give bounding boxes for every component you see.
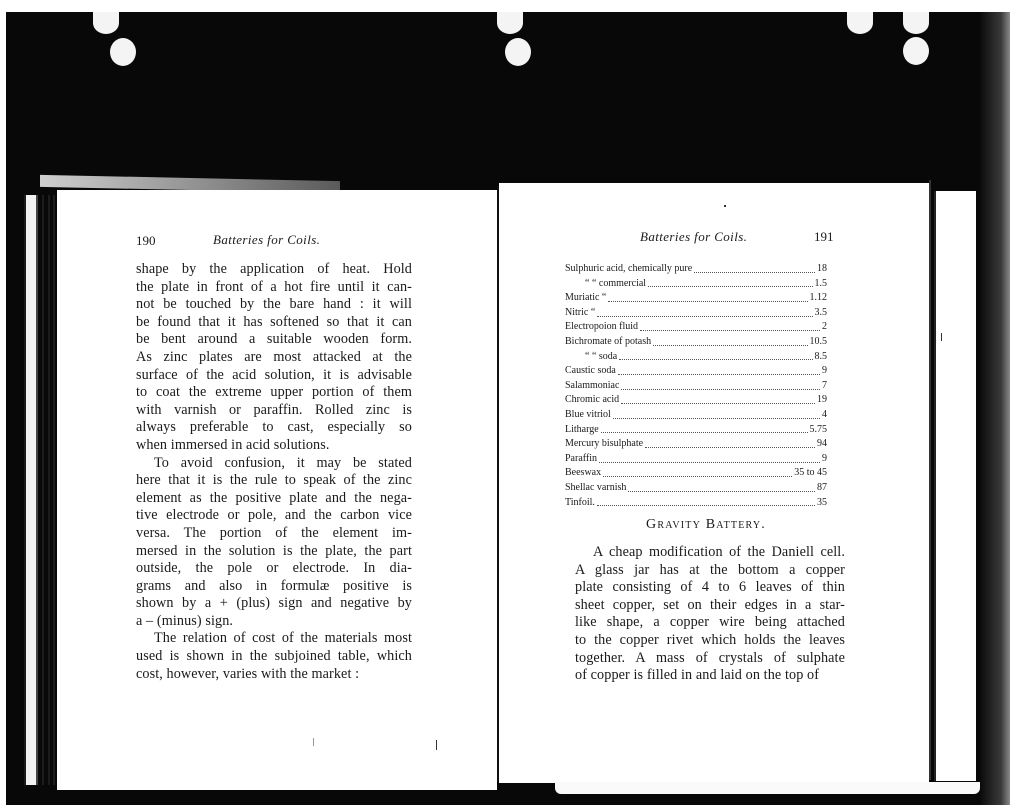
dot-leader — [621, 389, 820, 390]
dot-leader — [603, 476, 792, 477]
text-line: mersed in the solution is the plate, the part — [136, 542, 412, 559]
table-row — [565, 408, 827, 423]
text-line: be found that it has softened so that it can — [136, 313, 412, 330]
material-cost: 87 — [817, 481, 827, 493]
material-cost: 1.12 — [809, 292, 827, 304]
dot-leader — [618, 374, 820, 375]
text-line: surface of the acid solution, it is advisable — [136, 366, 412, 383]
scan-speck — [313, 738, 314, 746]
material-name: Electropoion fluid — [565, 321, 639, 333]
material-cost: 5.75 — [809, 423, 827, 435]
paragraph — [136, 630, 412, 683]
right-page-body — [575, 544, 845, 685]
binder-hole-right — [903, 37, 929, 65]
material-name: Salammoniac — [565, 379, 620, 391]
material-cost: 10.5 — [809, 335, 827, 347]
table-row — [565, 496, 827, 511]
material-cost: 7 — [822, 379, 827, 391]
scan-speck — [724, 205, 726, 207]
book-gutter — [497, 186, 499, 782]
table-row — [565, 262, 827, 277]
material-cost: 9 — [822, 452, 827, 464]
table-row — [565, 335, 827, 350]
dot-leader — [640, 330, 820, 331]
text-line: to the copper rivet which holds the leaves — [575, 631, 845, 648]
material-name: Tinfoil. — [565, 496, 595, 508]
text-line: tive electrode or pole, and the carbon vice — [136, 507, 412, 524]
material-name: Beeswax — [565, 467, 602, 479]
text-line: be bent around a suitable wooden form. — [136, 331, 412, 348]
material-name: Nitric “ — [565, 306, 596, 318]
right-page-edge — [929, 180, 931, 780]
material-name: Sulphuric acid, chemically pure — [565, 263, 693, 274]
material-name: Muriatic “ — [565, 292, 607, 304]
paragraph — [575, 544, 845, 685]
dot-leader — [601, 432, 808, 433]
text-line: sheet copper, set on their edges in a star- — [575, 596, 845, 613]
table-row — [565, 452, 827, 467]
page-edge — [48, 195, 50, 785]
text-line: a – (minus) sign. — [136, 612, 234, 629]
material-name: “ “ soda — [585, 350, 618, 362]
material-cost: 8.5 — [814, 350, 827, 362]
text-line: A glass jar has at the bottom a copper — [575, 561, 845, 578]
text-line: used is shown in the subjoined table, which — [136, 648, 412, 665]
text-line: the plate in front of a hot fire until it can- — [136, 278, 412, 295]
text-line: here that it is the rule to speak of the zinc — [136, 472, 412, 489]
page-edge — [53, 195, 55, 785]
material-name: Bichromate of potash — [565, 335, 652, 347]
material-name: Shellac varnish — [565, 481, 627, 493]
text-line: plate consisting of 4 to 6 leaves of thin — [575, 579, 845, 596]
material-cost: 1.5 — [814, 277, 827, 289]
text-line: always preferable to cast, especially so — [136, 419, 412, 436]
text-line: The relation of cost of the materials most — [154, 630, 412, 647]
text-line: not be touched by the bare hand : it will — [136, 296, 412, 313]
binder-hole-center — [505, 38, 531, 66]
material-cost-table — [565, 262, 827, 510]
table-row — [565, 364, 827, 379]
section-heading: Gravity Battery. — [646, 517, 766, 532]
table-row — [565, 481, 827, 496]
text-line: shape by the application of heat. Hold — [136, 261, 412, 277]
binder-hole-top-right-2 — [903, 12, 929, 34]
table-row — [565, 466, 827, 481]
text-line: when immersed in acid solutions. — [136, 436, 330, 453]
page-edge — [36, 195, 38, 785]
dot-leader — [613, 418, 820, 419]
material-cost: 2 — [822, 321, 827, 333]
dot-leader — [597, 505, 815, 506]
table-row — [565, 306, 827, 321]
table-row — [565, 320, 827, 335]
material-name: Mercury bisulphate — [565, 438, 644, 450]
material-cost: 19 — [817, 394, 827, 406]
right-page-stack — [934, 191, 976, 781]
scan-speck — [436, 740, 437, 750]
material-cost: 94 — [817, 438, 827, 450]
scan-speck — [941, 333, 942, 341]
material-name: Chromic acid — [565, 394, 620, 406]
binder-hole-top-right-1 — [847, 12, 873, 34]
dot-leader — [628, 491, 815, 492]
material-cost: 4 — [822, 408, 827, 420]
dot-leader — [653, 345, 807, 346]
text-line: A cheap modification of the Daniell cell. — [593, 544, 845, 560]
material-cost: 3.5 — [814, 306, 827, 318]
binder-hole-top-center — [497, 12, 523, 34]
material-name: “ “ commercial — [585, 277, 647, 289]
material-cost: 9 — [822, 365, 827, 377]
material-name: Paraffin — [565, 452, 598, 464]
page-number-left: 190 — [136, 233, 156, 248]
text-line: versa. The portion of the element im- — [136, 524, 412, 541]
page-edge-white — [26, 195, 36, 785]
text-line: As zinc plates are most attacked at the — [136, 348, 412, 365]
table-row — [565, 291, 827, 306]
text-line: like shape, a copper wire being attached — [575, 614, 845, 631]
running-head-right: Batteries for Coils. — [640, 229, 748, 244]
scan-edge-shadow — [980, 12, 1010, 805]
text-line: to coat the extreme upper portion of them — [136, 384, 412, 401]
table-row — [565, 437, 827, 452]
table-row — [565, 350, 827, 365]
text-line: shown by a + (plus) sign and negative by — [136, 595, 412, 612]
material-cost: 35 — [817, 496, 827, 508]
material-cost: 35 to 45 — [794, 467, 827, 479]
text-line: of copper is filled in and laid on the top of — [575, 667, 820, 684]
text-line: element as the positive plate and the nega- — [136, 489, 412, 506]
dot-leader — [621, 403, 815, 404]
dot-leader — [648, 286, 812, 287]
table-row — [565, 423, 827, 438]
binder-hole-left — [110, 38, 136, 66]
dot-leader — [597, 316, 812, 317]
paragraph — [136, 455, 412, 631]
text-line: together. A mass of crystals of sulphate — [575, 649, 845, 666]
page-edge — [42, 195, 44, 785]
dot-leader — [694, 272, 815, 273]
binder-hole-top-left — [93, 12, 119, 34]
dot-leader — [608, 301, 807, 302]
right-page-bottom-edge — [555, 782, 980, 794]
material-name: Caustic soda — [565, 365, 616, 377]
material-name: Blue vitriol — [565, 408, 611, 420]
text-line: cost, however, varies with the market : — [136, 665, 360, 682]
paragraph — [136, 261, 412, 455]
table-row — [565, 393, 827, 408]
material-name: Litharge — [565, 423, 599, 435]
table-row — [565, 277, 827, 292]
material-cost: 18 — [817, 263, 827, 274]
table-row — [565, 379, 827, 394]
text-line: with varnish or paraffin. Rolled zinc is — [136, 401, 412, 418]
dot-leader — [599, 462, 820, 463]
text-line: To avoid confusion, it may be stated — [154, 454, 412, 471]
text-line: outside, the pole or electrode. In dia- — [136, 560, 412, 577]
dot-leader — [645, 447, 815, 448]
left-page-body — [136, 261, 412, 683]
running-head-left: Batteries for Coils. — [213, 232, 321, 247]
dot-leader — [619, 359, 812, 360]
page-number-right: 191 — [814, 229, 834, 244]
text-line: grams and also in formulæ positive is — [136, 577, 412, 594]
